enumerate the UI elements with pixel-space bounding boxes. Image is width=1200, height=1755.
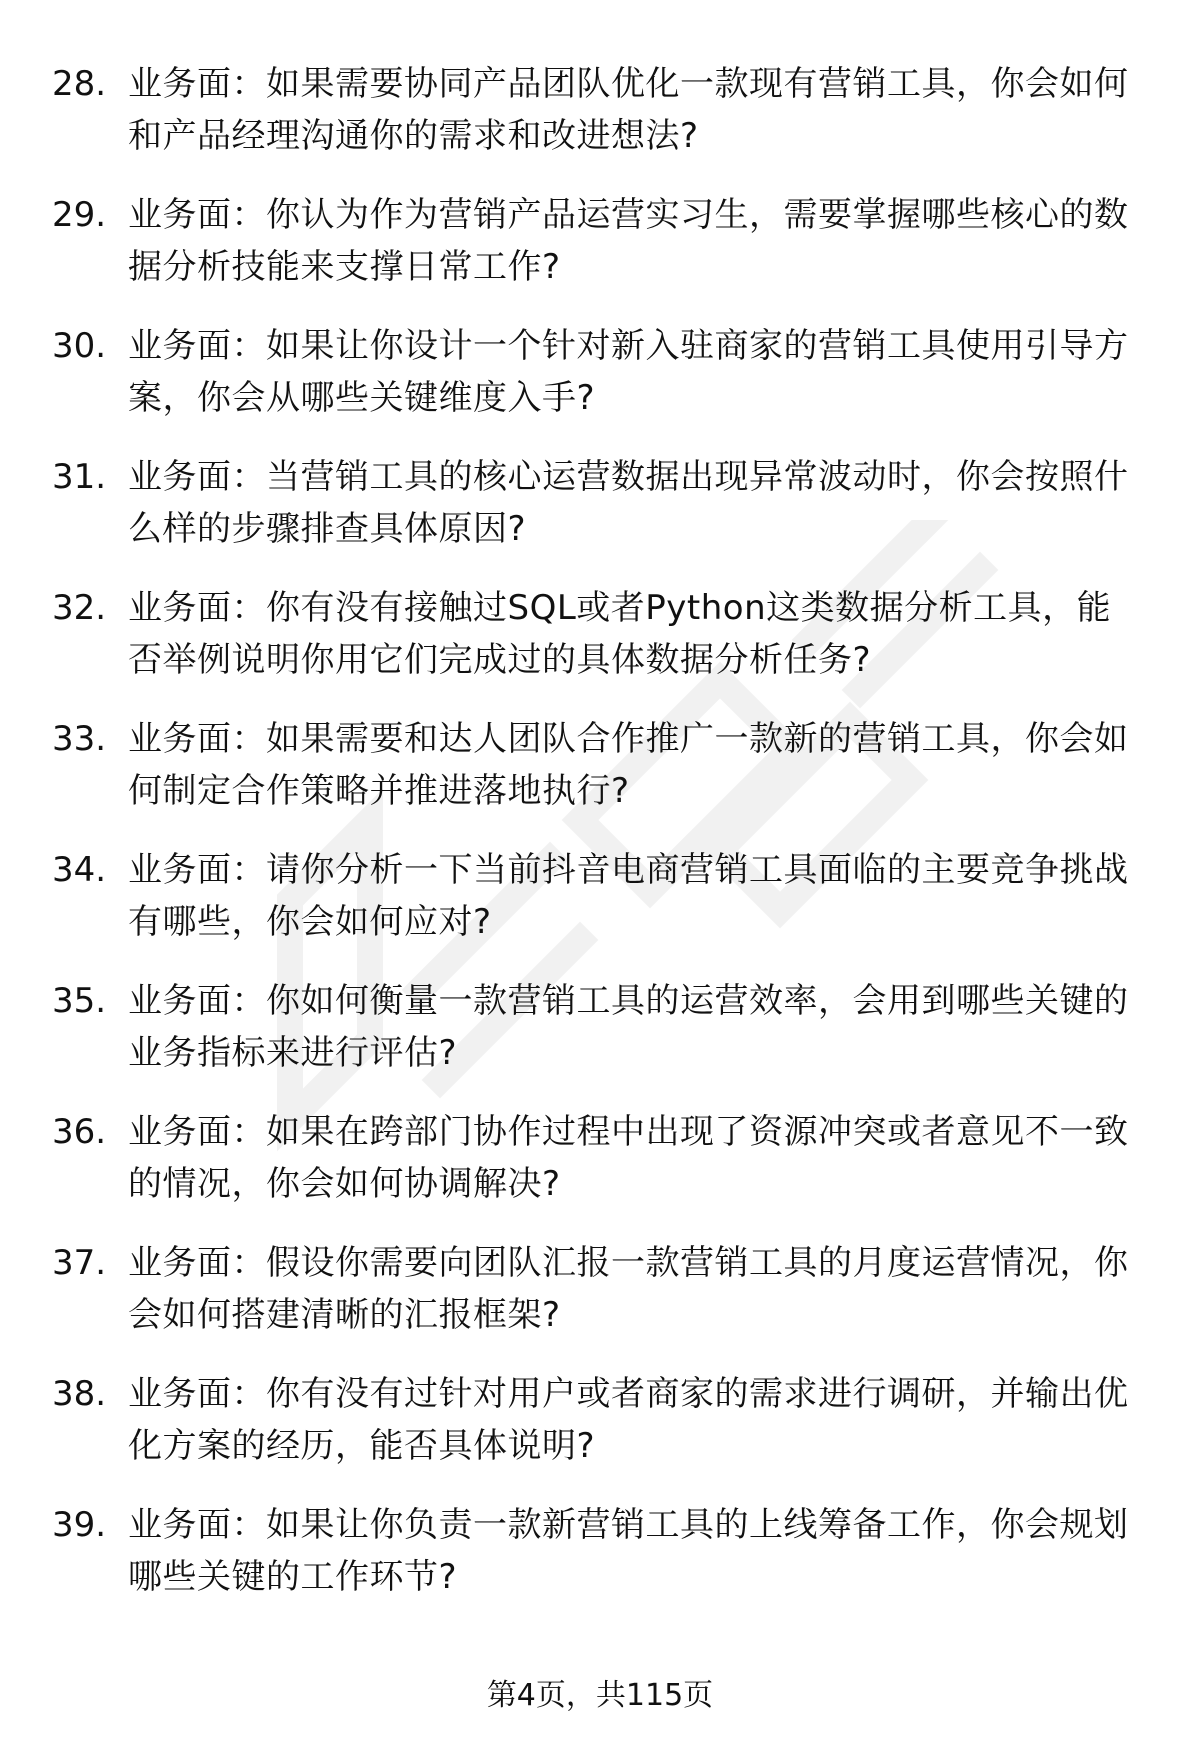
question-text: 业务面：你有没有过针对用户或者商家的需求进行调研，并输出优化方案的经历，能否具体说明? xyxy=(128,1374,1129,1466)
question-number: 34. xyxy=(52,850,107,890)
question-text: 业务面：你如何衡量一款营销工具的运营效率，会用到哪些关键的业务指标来进行评估? xyxy=(128,981,1129,1073)
question-item-29 xyxy=(0,189,1200,320)
question-text: 业务面：如果需要协同产品团队优化一款现有营销工具，你会如何和产品经理沟通你的需求和改进想法? xyxy=(128,64,1129,156)
question-item-33 xyxy=(0,713,1200,844)
question-text: 业务面：你认为作为营销产品运营实习生，需要掌握哪些核心的数据分析技能来支撑日常工作? xyxy=(128,195,1129,287)
question-item-37 xyxy=(0,1237,1200,1368)
question-number: 28. xyxy=(52,64,107,104)
question-item-34 xyxy=(0,844,1200,975)
question-item-38 xyxy=(0,1368,1200,1499)
question-item-31 xyxy=(0,451,1200,582)
question-list xyxy=(0,58,1200,1630)
page-footer: 第4页，共115页 xyxy=(486,1678,714,1713)
question-text: 业务面：如果让你设计一个针对新入驻商家的营销工具使用引导方案，你会从哪些关键维度入手? xyxy=(128,326,1129,418)
question-item-30 xyxy=(0,320,1200,451)
question-number: 29. xyxy=(52,195,107,235)
question-number: 37. xyxy=(52,1243,107,1283)
question-text: 业务面：请你分析一下当前抖音电商营销工具面临的主要竞争挑战有哪些，你会如何应对? xyxy=(128,850,1129,942)
question-item-39 xyxy=(0,1499,1200,1630)
question-text: 业务面：假设你需要向团队汇报一款营销工具的月度运营情况，你会如何搭建清晰的汇报框架? xyxy=(128,1243,1129,1335)
question-item-28 xyxy=(0,58,1200,189)
question-text: 业务面：如果在跨部门协作过程中出现了资源冲突或者意见不一致的情况，你会如何协调解决? xyxy=(128,1112,1129,1204)
question-item-36 xyxy=(0,1106,1200,1237)
question-number: 30. xyxy=(52,326,107,366)
question-number: 32. xyxy=(52,588,107,628)
question-number: 35. xyxy=(52,981,107,1021)
question-item-32 xyxy=(0,582,1200,713)
question-number: 36. xyxy=(52,1112,107,1152)
question-text: 业务面：如果需要和达人团队合作推广一款新的营销工具，你会如何制定合作策略并推进落地执行? xyxy=(128,719,1129,811)
question-text: 业务面：当营销工具的核心运营数据出现异常波动时，你会按照什么样的步骤排查具体原因? xyxy=(128,457,1129,549)
question-number: 39. xyxy=(52,1505,107,1545)
question-number: 38. xyxy=(52,1374,107,1414)
question-text: 业务面：如果让你负责一款新营销工具的上线筹备工作，你会规划哪些关键的工作环节? xyxy=(128,1505,1129,1597)
question-number: 31. xyxy=(52,457,107,497)
question-item-35 xyxy=(0,975,1200,1106)
question-number: 33. xyxy=(52,719,107,759)
question-text: 业务面：你有没有接触过SQL或者Python这类数据分析工具，能否举例说明你用它们完成过的具体数据分析任务? xyxy=(128,588,1112,680)
